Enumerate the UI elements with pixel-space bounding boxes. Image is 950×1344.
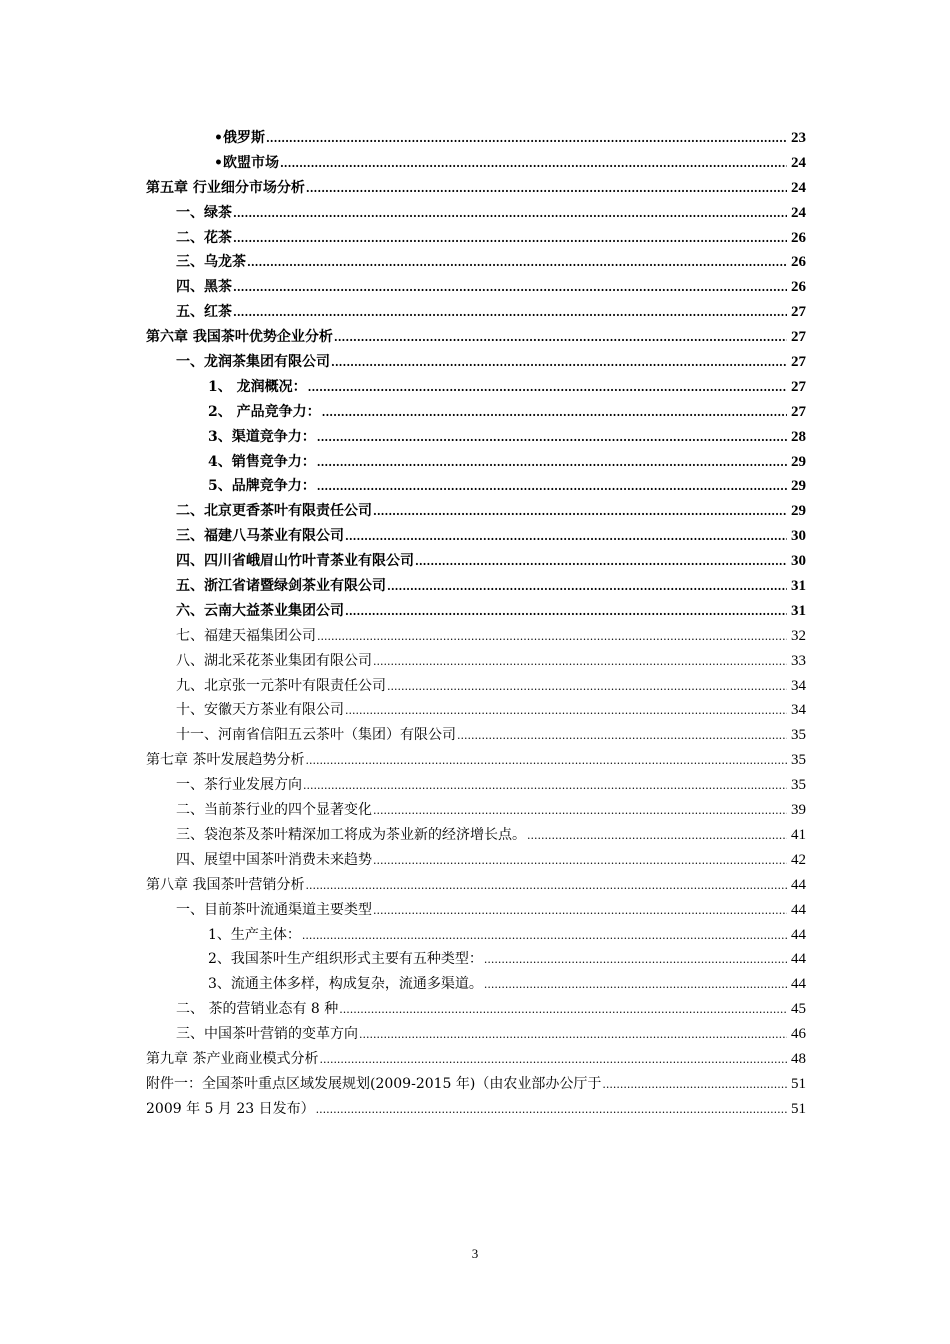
toc-entry-page: 28 <box>791 428 806 445</box>
toc-entry[interactable] <box>146 549 806 574</box>
toc-entry-label: 1、 龙润概况： <box>208 378 307 395</box>
toc-leader-dots <box>305 748 787 774</box>
toc-entry[interactable] <box>146 947 806 972</box>
toc-entry-label: •俄罗斯 <box>214 130 265 146</box>
toc-entry[interactable] <box>146 898 806 923</box>
toc-leader-dots <box>415 549 787 575</box>
toc-entry[interactable] <box>146 848 806 873</box>
toc-entry[interactable] <box>146 350 806 375</box>
toc-entry-label: 一、目前茶叶流通渠道主要类型 <box>176 901 372 918</box>
toc-entry-page: 26 <box>791 229 806 246</box>
toc-leader-dots <box>233 201 787 227</box>
toc-entry-page: 31 <box>791 578 806 595</box>
toc-leader-dots <box>233 226 787 252</box>
toc-entry[interactable] <box>146 873 806 898</box>
toc-entry-page: 44 <box>791 951 806 968</box>
toc-entry-page: 30 <box>791 528 806 545</box>
toc-leader-dots <box>387 674 787 700</box>
toc-leader-dots <box>339 997 787 1023</box>
toc-entry[interactable] <box>146 574 806 599</box>
toc-entry-page: 46 <box>791 1026 806 1043</box>
toc-entry-label: 六、云南大益茶业集团公司 <box>176 602 344 619</box>
toc-leader-dots <box>373 649 787 675</box>
toc-entry[interactable] <box>146 176 806 201</box>
toc-leader-dots <box>322 400 787 426</box>
toc-entry-label: 2009 年 5 月 23 日发布） <box>146 1100 315 1117</box>
toc-entry-label: 四、展望中国茶叶消费未来趋势 <box>176 851 372 868</box>
page-number: 3 <box>471 1246 479 1261</box>
toc-entry-label: 八、湖北采花茶业集团有限公司 <box>176 652 372 669</box>
toc-entry[interactable] <box>146 624 806 649</box>
toc-entry-label: 十一、河南省信阳五云茶叶（集团）有限公司 <box>176 727 456 744</box>
toc-entry[interactable] <box>146 201 806 226</box>
toc-leader-dots <box>345 524 787 550</box>
toc-entry[interactable] <box>146 923 806 948</box>
toc-entry-page: 27 <box>791 304 806 321</box>
toc-entry-page: 27 <box>791 329 806 346</box>
toc-entry[interactable] <box>146 450 806 475</box>
toc-leader-dots <box>305 873 787 899</box>
toc-leader-dots <box>319 1047 787 1073</box>
toc-entry[interactable] <box>146 823 806 848</box>
toc-leader-dots <box>345 599 787 625</box>
toc-entry-label: 3、流通主体多样，构成复杂，流通多渠道。 <box>208 976 483 993</box>
toc-entry-label: 一、龙润茶集团有限公司 <box>176 354 330 371</box>
toc-entry[interactable] <box>146 698 806 723</box>
toc-leader-dots <box>233 300 787 326</box>
toc-entry-label: 二、 茶的营销业态有 8 种 <box>176 1001 339 1018</box>
toc-entry[interactable] <box>146 1097 806 1122</box>
toc-entry-label: 二、当前茶行业的四个显著变化 <box>176 802 372 819</box>
toc-leader-dots <box>233 275 787 301</box>
toc-entry-page: 44 <box>791 926 806 943</box>
toc-leader-dots <box>317 450 787 476</box>
toc-entry-page: 34 <box>791 677 806 694</box>
toc-entry-page: 24 <box>791 204 806 221</box>
toc-entry[interactable] <box>146 226 806 251</box>
toc-entry[interactable] <box>146 325 806 350</box>
toc-entry-label: 五、浙江省诸暨绿剑茶业有限公司 <box>176 578 386 595</box>
toc-entry-label: 四、四川省峨眉山竹叶青茶业有限公司 <box>176 553 414 570</box>
toc-entry[interactable] <box>146 649 806 674</box>
toc-entry-label: 九、北京张一元茶叶有限责任公司 <box>176 677 386 694</box>
toc-entry-page: 27 <box>791 378 806 395</box>
toc-entry-page: 33 <box>791 652 806 669</box>
toc-leader-dots <box>373 848 787 874</box>
toc-entry[interactable] <box>146 1022 806 1047</box>
toc-entry-label: 四、黑茶 <box>176 279 232 296</box>
toc-entry-page: 27 <box>791 354 806 371</box>
toc-entry[interactable] <box>146 151 806 176</box>
toc-leader-dots <box>334 325 787 351</box>
toc-entry-label: 十、安徽天方茶业有限公司 <box>176 702 344 719</box>
toc-entry-page: 41 <box>791 826 806 843</box>
toc-entry-label: 第八章 我国茶叶营销分析 <box>146 876 305 893</box>
toc-entry-page: 51 <box>791 1075 806 1092</box>
toc-leader-dots <box>308 375 787 401</box>
toc-entry-label: 三、中国茶叶营销的变革方向 <box>176 1026 358 1043</box>
toc-entry-label: 一、绿茶 <box>176 204 232 221</box>
toc-entry-label: 第六章 我国茶叶优势企业分析 <box>146 329 333 346</box>
toc-entry-page: 26 <box>791 254 806 271</box>
toc-entry-label: 第七章 茶叶发展趋势分析 <box>146 752 305 769</box>
toc-entry-page: 29 <box>791 478 806 495</box>
toc-entry-label: 七、福建天福集团公司 <box>176 627 316 644</box>
toc-entry-page: 39 <box>791 802 806 819</box>
toc-leader-dots <box>373 898 787 924</box>
toc-entry-label: 附件一：全国茶叶重点区域发展规划(2009-2015 年)（由农业部办公厅于 <box>146 1075 602 1092</box>
toc-leader-dots <box>306 176 787 202</box>
toc-entry[interactable] <box>146 425 806 450</box>
toc-entry-page: 35 <box>791 777 806 794</box>
toc-entry-label: 4、销售竞争力： <box>208 453 316 470</box>
toc-leader-dots <box>303 773 787 799</box>
toc-entry[interactable] <box>146 723 806 748</box>
toc-entry[interactable] <box>146 748 806 773</box>
toc-entry-label: 1、生产主体： <box>208 926 301 943</box>
toc-entry[interactable] <box>146 1072 806 1097</box>
toc-entry-label: 第五章 行业细分市场分析 <box>146 179 305 196</box>
toc-leader-dots <box>373 798 787 824</box>
toc-entry[interactable] <box>146 972 806 997</box>
toc-leader-dots <box>247 250 787 276</box>
toc-leader-dots <box>387 574 787 600</box>
toc-leader-dots <box>280 151 787 177</box>
toc-leader-dots <box>359 1022 787 1048</box>
toc-entry-label: 3、渠道竞争力： <box>208 428 316 445</box>
table-of-contents <box>146 126 806 1122</box>
toc-entry-page: 23 <box>791 130 806 146</box>
toc-leader-dots <box>484 972 787 998</box>
toc-entry-page: 44 <box>791 901 806 918</box>
toc-leader-dots <box>317 474 787 500</box>
toc-entry-page: 35 <box>791 727 806 744</box>
toc-leader-dots <box>316 1097 787 1123</box>
toc-entry-label: 五、红茶 <box>176 304 232 321</box>
toc-entry[interactable] <box>146 275 806 300</box>
toc-entry[interactable] <box>146 997 806 1022</box>
toc-entry-label: 5、品牌竞争力： <box>208 478 316 495</box>
toc-entry-page: 26 <box>791 279 806 296</box>
toc-entry-page: 44 <box>791 976 806 993</box>
toc-entry-label: 二、花茶 <box>176 229 232 246</box>
toc-leader-dots <box>484 947 787 973</box>
toc-entry-page: 45 <box>791 1001 806 1018</box>
toc-entry-label: 2、我国茶叶生产组织形式主要有五种类型： <box>208 951 483 968</box>
toc-entry-page: 34 <box>791 702 806 719</box>
toc-entry-page: 24 <box>791 154 806 171</box>
toc-entry[interactable] <box>146 126 806 151</box>
toc-leader-dots <box>457 723 787 749</box>
toc-entry[interactable] <box>146 300 806 325</box>
toc-entry-page: 29 <box>791 453 806 470</box>
toc-leader-dots <box>302 923 787 949</box>
toc-entry[interactable] <box>146 1047 806 1072</box>
toc-entry-label: 三、乌龙茶 <box>176 254 246 271</box>
toc-leader-dots <box>266 126 787 152</box>
toc-leader-dots <box>317 624 787 650</box>
toc-entry-page: 51 <box>791 1100 806 1117</box>
toc-entry[interactable] <box>146 599 806 624</box>
toc-entry-page: 35 <box>791 752 806 769</box>
toc-entry-page: 31 <box>791 602 806 619</box>
toc-leader-dots <box>331 350 787 376</box>
toc-entry-page: 29 <box>791 503 806 520</box>
toc-leader-dots <box>602 1072 787 1098</box>
toc-entry-page: 30 <box>791 553 806 570</box>
toc-entry[interactable] <box>146 798 806 823</box>
toc-entry[interactable] <box>146 499 806 524</box>
toc-leader-dots <box>373 499 787 525</box>
toc-entry[interactable] <box>146 524 806 549</box>
toc-leader-dots <box>317 425 787 451</box>
toc-entry[interactable] <box>146 674 806 699</box>
toc-entry-label: 第九章 茶产业商业模式分析 <box>146 1050 319 1067</box>
toc-entry-page: 27 <box>791 403 806 420</box>
toc-entry-page: 42 <box>791 851 806 868</box>
toc-leader-dots <box>527 823 787 849</box>
toc-entry-label: 三、福建八马茶业有限公司 <box>176 528 344 545</box>
toc-entry-page: 44 <box>791 876 806 893</box>
toc-entry-page: 24 <box>791 179 806 196</box>
toc-entry-label: 三、袋泡茶及茶叶精深加工将成为茶业新的经济增长点。 <box>176 826 526 843</box>
toc-entry[interactable] <box>146 773 806 798</box>
toc-entry-page: 32 <box>791 627 806 644</box>
toc-entry[interactable] <box>146 400 806 425</box>
toc-entry-page: 48 <box>791 1050 806 1067</box>
toc-entry-label: 一、茶行业发展方向 <box>176 777 302 794</box>
toc-leader-dots <box>345 698 787 724</box>
toc-entry[interactable] <box>146 250 806 275</box>
toc-entry-label: 二、北京更香茶叶有限责任公司 <box>176 503 372 520</box>
toc-entry-label: •欧盟市场 <box>214 154 279 171</box>
toc-entry[interactable] <box>146 474 806 499</box>
toc-entry[interactable] <box>146 375 806 400</box>
toc-entry-label: 2、 产品竞争力： <box>208 403 321 420</box>
